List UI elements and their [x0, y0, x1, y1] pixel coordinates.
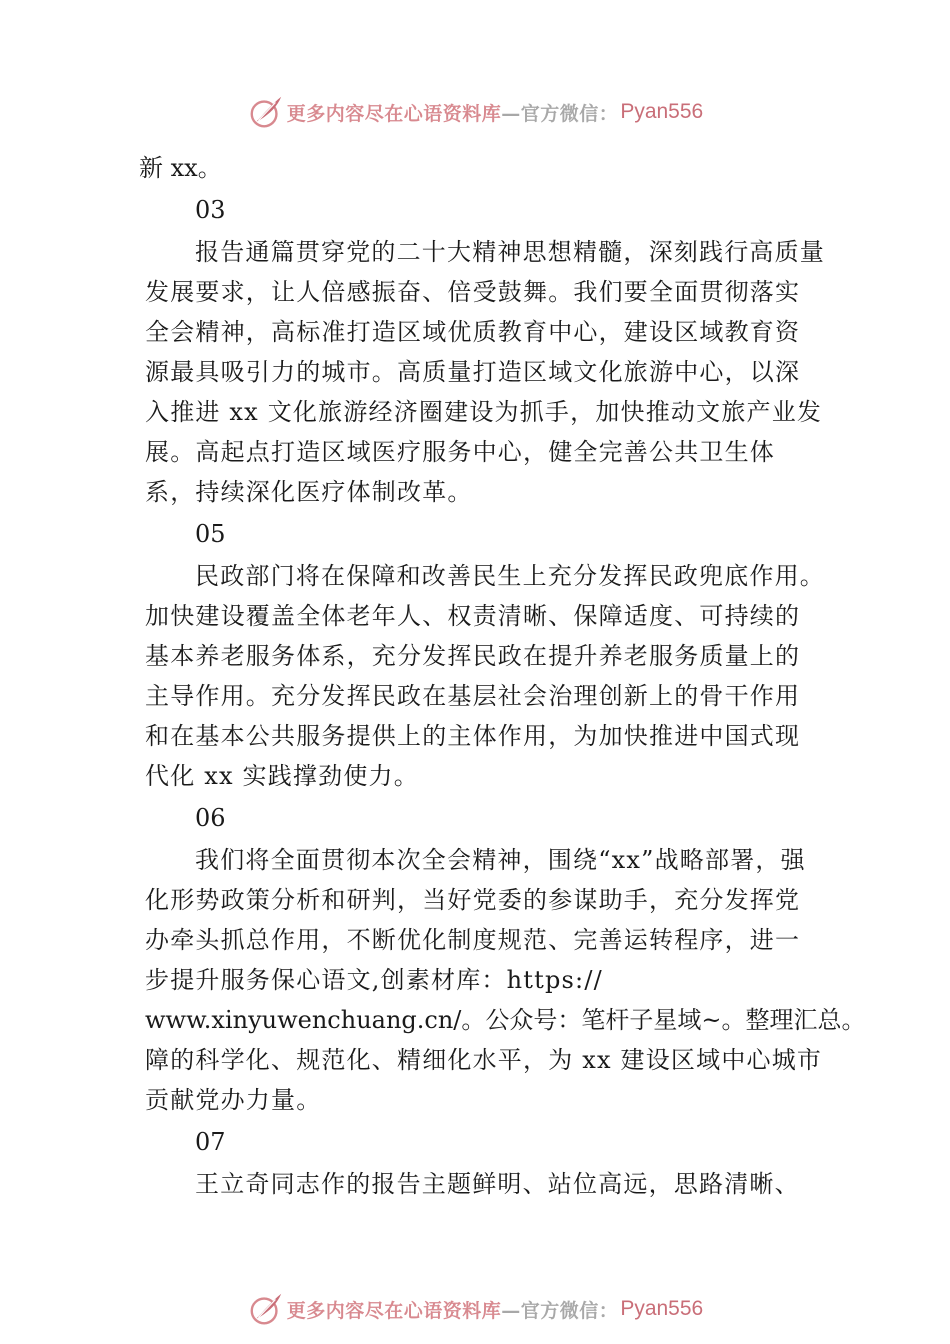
section-number: 03 — [195, 196, 226, 224]
section-number: 05 — [195, 520, 226, 548]
banner-wechat-label: —官方微信： — [501, 102, 619, 125]
section-paragraph: 报告通篇贯穿党的二十大精神思想精髓，深刻践行高质量发展要求，让人倍感振奋、倍受鼓舞。我们要全面贯彻落实全会精神，高标准打造区域优质教育中心，建设区域教育资源最具吸引力的城市。高质量打造区域文化旅游中心，以深入推进 xx 文化旅游经济圈建设为抓手，加快推动文旅产业发展。高起点打造区域医疗服务中心，健全完善公共卫生体系，持续深化医疗体制改革。 — [145, 238, 825, 506]
quill-pen-logo-icon — [247, 1290, 285, 1328]
document-body — [139, 148, 866, 1204]
section-paragraph: 王立奇同志作的报告主题鲜明、站位高远，思路清晰、 — [195, 1170, 800, 1198]
section-number: 06 — [195, 804, 226, 832]
banner-wechat-id: Pyan556 — [620, 100, 704, 123]
banner-wechat-id: Pyan556 — [620, 1297, 704, 1320]
quill-pen-logo-icon — [247, 93, 285, 131]
header-banner — [0, 92, 950, 132]
section-paragraph-continued: 障的科学化、规范化、精细化水平，为 xx 建设区域中心城市贡献党办力量。 — [145, 1046, 823, 1114]
fragment-line: 新 xx。 — [139, 154, 222, 182]
banner-lead-text: 更多内容尽在心语资料库 — [286, 102, 502, 125]
url-watermark-line: www.xinyuwenchuang.cn/。公众号：笔杆子星域~。整理汇总。 — [145, 1006, 866, 1034]
banner-lead-text: 更多内容尽在心语资料库 — [286, 1299, 502, 1322]
section-paragraph: 民政部门将在保障和改善民生上充分发挥民政兜底作用。加快建设覆盖全体老年人、权责清晰、保障适度、可持续的基本养老服务体系，充分发挥民政在提升养老服务质量上的主导作用。充分发挥民政在基层社会治理创新上的骨干作用和在基本公共服务提供上的主体作用，为加快推进中国式现代化 xx 实践撑劲使力。 — [145, 562, 825, 790]
footer-banner — [0, 1289, 950, 1329]
section-paragraph: 我们将全面贯彻本次全会精神，围绕“xx”战略部署，强化形势政策分析和研判，当好党委的参谋助手，充分发挥党办牵头抓总作用，不断优化制度规范、完善运转程序，进一步提升服务保心语文,创素材库：https:// — [145, 846, 806, 994]
section-number: 07 — [195, 1128, 226, 1156]
banner-wechat-label: —官方微信： — [501, 1299, 619, 1322]
